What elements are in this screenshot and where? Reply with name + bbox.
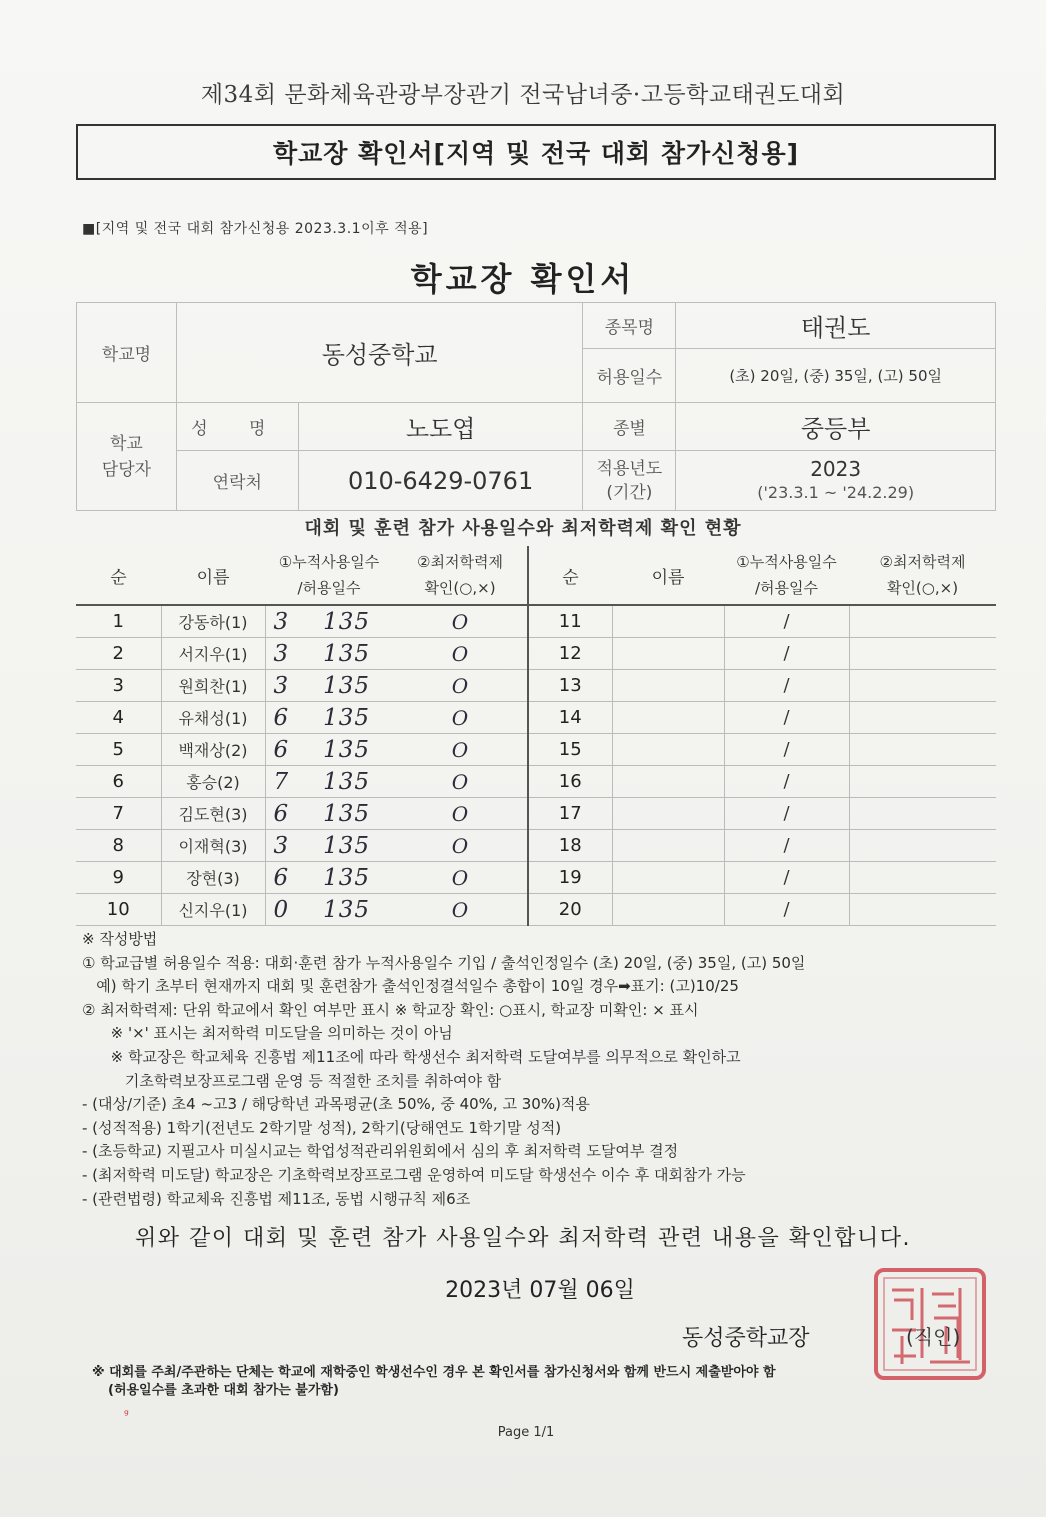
table-row — [76, 605, 996, 638]
row-name: 김도현(3) — [161, 798, 265, 830]
row-no-right: 19 — [528, 862, 612, 894]
row-days-right: / — [724, 734, 849, 766]
manager-name-label: 성 명 — [176, 403, 298, 451]
row-min-check-right — [849, 605, 996, 638]
row-days-right: / — [724, 798, 849, 830]
header-days-line1: ①누적사용일수 — [278, 553, 380, 571]
row-name: 신지우(1) — [161, 894, 265, 926]
used-days: 3 — [273, 608, 290, 635]
allowed-days: 135 — [323, 736, 371, 763]
row-name-right — [612, 862, 724, 894]
header-name-right: 이름 — [612, 546, 724, 605]
instruction-line: - (최저학력 미도달) 학교장은 기초학력보장프로그램 운영하여 미도달 학생선수 이수 후 대회참가 가능 — [82, 1165, 746, 1184]
roster-body — [76, 605, 996, 926]
row-no: 8 — [76, 830, 161, 862]
row-no-right: 11 — [528, 605, 612, 638]
table-row — [76, 670, 996, 702]
instruction-line: ② 최저학력제: 단위 학교에서 확인 여부만 표시 ※ 학교장 확인: ○표시, 학교장 미확인: × 표시 — [82, 1000, 699, 1019]
allowed-days-label: 허용일수 — [583, 349, 676, 403]
used-days: 6 — [273, 736, 290, 763]
header-min-right — [849, 546, 996, 605]
instruction-line: ※ 학교장은 학교체육 진흥법 제11조에 따라 학생선수 최저학력 도달여부를 의무적으로 확인하고 — [82, 1047, 741, 1066]
used-days: 3 — [273, 672, 290, 699]
header-min-line2: 확인(○,×) — [424, 579, 496, 597]
division-value: 중등부 — [676, 403, 996, 451]
instruction-line: ① 학교급별 허용일수 적용: 대회·훈련 참가 누적사용일수 기입 / 출석인정일수 (초) 20일, (중) 35일, (고) 50일 — [82, 953, 806, 972]
row-min-check-right — [849, 734, 996, 766]
row-no: 5 — [76, 734, 161, 766]
row-no: 6 — [76, 766, 161, 798]
row-name: 서지우(1) — [161, 638, 265, 670]
row-min-check: O — [393, 670, 528, 702]
school-name-value: 동성중학교 — [176, 303, 583, 403]
row-name-right — [612, 702, 724, 734]
header-days-right-line2: /허용일수 — [754, 579, 818, 597]
row-days — [265, 605, 393, 638]
header-days — [265, 546, 393, 605]
row-name-right — [612, 638, 724, 670]
row-days — [265, 830, 393, 862]
row-min-check: O — [393, 605, 528, 638]
footnote-line: (허용일수를 초과한 대회 참가는 불가함) — [108, 1383, 339, 1398]
instruction-line: ※ 작성방법 — [82, 930, 158, 948]
row-no: 3 — [76, 670, 161, 702]
row-min-check: O — [393, 702, 528, 734]
header-days-right-line1: ①누적사용일수 — [736, 553, 837, 571]
year-value: 2023 — [810, 456, 862, 481]
row-no: 4 — [76, 702, 161, 734]
used-days: 6 — [273, 800, 290, 827]
used-days: 7 — [273, 768, 290, 795]
row-days — [265, 670, 393, 702]
row-name: 백재상(2) — [161, 734, 265, 766]
allowed-days-value: (초) 20일, (중) 35일, (고) 50일 — [676, 349, 996, 403]
row-no-right: 20 — [528, 894, 612, 926]
sport-value: 태권도 — [676, 303, 996, 349]
division-label: 종별 — [583, 403, 676, 451]
school-name-label: 학교명 — [77, 303, 177, 403]
instruction-line: - (성적적용) 1학기(전년도 2학기말 성적), 2학기(당해연도 1학기말 성적) — [82, 1118, 562, 1137]
used-days: 0 — [273, 896, 290, 923]
allowed-days: 135 — [323, 864, 371, 891]
allowed-days: 135 — [323, 768, 371, 795]
row-no: 10 — [76, 894, 161, 926]
row-days — [265, 734, 393, 766]
row-name: 원희찬(1) — [161, 670, 265, 702]
signer-name: 동성중학교장 — [682, 1326, 810, 1351]
allowed-days: 135 — [323, 832, 371, 859]
row-min-check: O — [393, 734, 528, 766]
row-no: 9 — [76, 862, 161, 894]
row-days — [265, 798, 393, 830]
form-note: ■[지역 및 전국 대회 참가신청용 2023.3.1이후 적용] — [82, 221, 429, 237]
row-days-right: / — [724, 638, 849, 670]
allowed-days: 135 — [323, 800, 371, 827]
instruction-line: - (대상/기준) 초4 ~고3 / 해당학년 과목평균(초 50%, 중 40%, 고 30%)적용 — [82, 1095, 590, 1114]
header-min — [393, 546, 528, 605]
row-days — [265, 702, 393, 734]
allowed-days: 135 — [323, 704, 371, 731]
row-name-right — [612, 766, 724, 798]
period-label: (기간) — [606, 482, 653, 503]
row-min-check-right — [849, 862, 996, 894]
row-min-check: O — [393, 894, 528, 926]
seal-label: (직인) — [906, 1325, 961, 1349]
header-min-right-line1: ②최저학력제 — [879, 553, 966, 571]
instruction-line: 예) 학기 초부터 현재까지 대회 및 훈련참가 출석인정결석일수 총합이 10일 경우➡표기: (고)10/25 — [82, 977, 739, 996]
table-row — [76, 702, 996, 734]
row-days-right: / — [724, 862, 849, 894]
row-name-right — [612, 830, 724, 862]
instruction-line: ※ '×' 표시는 최저학력 미도달을 의미하는 것이 아님 — [82, 1024, 453, 1043]
table-row — [76, 638, 996, 670]
row-min-check-right — [849, 830, 996, 862]
row-name-right — [612, 734, 724, 766]
confirmation-statement: 위와 같이 대회 및 훈련 참가 사용일수와 최저학력 관련 내용을 확인합니다. — [135, 1226, 911, 1251]
red-pen-mark: ᵍ — [124, 1407, 129, 1421]
header-min-line1: ②최저학력제 — [417, 553, 503, 571]
page-number: Page 1/1 — [497, 1425, 555, 1440]
instruction-line: - (관련법령) 학교체육 진흥법 제11조, 동법 시행규칙 제6조 — [82, 1189, 471, 1208]
row-days — [265, 766, 393, 798]
document-title-box: 학교장 확인서[지역 및 전국 대회 참가신청용] — [76, 124, 996, 180]
contact-label: 연락처 — [176, 451, 298, 511]
row-min-check: O — [393, 766, 528, 798]
table-row — [76, 766, 996, 798]
used-days: 3 — [273, 640, 290, 667]
row-no-right: 12 — [528, 638, 612, 670]
footnote-line: ※ 대회를 주최/주관하는 단체는 학교에 재학중인 학생선수인 경우 본 확인서를 참가신청서와 함께 반드시 제출받아야 함 — [92, 1365, 776, 1380]
sport-label: 종목명 — [583, 303, 676, 349]
row-name-right — [612, 670, 724, 702]
header-min-right-line2: 확인(○,×) — [886, 579, 959, 597]
row-no-right: 18 — [528, 830, 612, 862]
table-row — [76, 862, 996, 894]
form-title: 학교장 확인서 — [410, 260, 636, 298]
row-name: 강동하(1) — [161, 605, 265, 638]
instruction-line: 기초학력보장프로그램 운영 등 적절한 조치를 취하여야 함 — [82, 1071, 502, 1090]
instructions — [82, 928, 982, 1211]
contact-value: 010-6429-0761 — [298, 451, 583, 511]
row-no-right: 13 — [528, 670, 612, 702]
row-days-right: / — [724, 830, 849, 862]
row-no: 1 — [76, 605, 161, 638]
row-days-right: / — [724, 894, 849, 926]
row-days-right: / — [724, 702, 849, 734]
row-days-right: / — [724, 605, 849, 638]
row-min-check-right — [849, 894, 996, 926]
table-row — [76, 798, 996, 830]
header-name: 이름 — [161, 546, 265, 605]
row-days-right: / — [724, 670, 849, 702]
row-days-right: / — [724, 766, 849, 798]
document-date: 2023년 07월 06일 — [445, 1278, 635, 1303]
header-no-right: 순 — [528, 546, 612, 605]
section-title: 대회 및 훈련 참가 사용일수와 최저학력제 확인 현황 — [304, 518, 742, 539]
roster-table — [76, 546, 996, 926]
school-manager-label: 학교 담당자 — [77, 403, 177, 511]
row-min-check-right — [849, 798, 996, 830]
row-min-check-right — [849, 702, 996, 734]
table-row — [76, 830, 996, 862]
row-days — [265, 862, 393, 894]
row-min-check-right — [849, 638, 996, 670]
row-min-check: O — [393, 830, 528, 862]
row-min-check: O — [393, 638, 528, 670]
row-days — [265, 894, 393, 926]
row-no-right: 17 — [528, 798, 612, 830]
table-row — [76, 894, 996, 926]
row-name: 유채성(1) — [161, 702, 265, 734]
used-days: 6 — [273, 704, 290, 731]
footnote — [92, 1364, 992, 1400]
year-label: 적용년도 — [596, 458, 663, 479]
allowed-days: 135 — [323, 672, 371, 699]
year-value-cell — [676, 451, 996, 511]
row-min-check: O — [393, 798, 528, 830]
row-name: 장현(3) — [161, 862, 265, 894]
row-name-right — [612, 605, 724, 638]
allowed-days: 135 — [323, 640, 371, 667]
manager-name-value: 노도엽 — [298, 403, 583, 451]
row-no: 2 — [76, 638, 161, 670]
allowed-days: 135 — [323, 896, 371, 923]
header-days-line2: /허용일수 — [297, 579, 361, 597]
row-no-right: 16 — [528, 766, 612, 798]
table-row — [76, 734, 996, 766]
row-name-right — [612, 798, 724, 830]
row-no-right: 15 — [528, 734, 612, 766]
used-days: 3 — [273, 832, 290, 859]
row-min-check-right — [849, 766, 996, 798]
instruction-line: - (초등학교) 지필고사 미실시교는 학업성적관리위원회에서 심의 후 최저학력 도달여부 결정 — [82, 1142, 679, 1161]
event-header: 제34회 문화체육관광부장관기 전국남녀중·고등학교태권도대회 — [200, 82, 846, 108]
header-no: 순 — [76, 546, 161, 605]
year-cell — [583, 451, 676, 511]
header-days-right — [724, 546, 849, 605]
period-value: ('23.3.1 ~ '24.2.29) — [757, 482, 915, 502]
row-min-check: O — [393, 862, 528, 894]
row-name: 홍승(2) — [161, 766, 265, 798]
row-name-right — [612, 894, 724, 926]
row-days — [265, 638, 393, 670]
row-no-right: 14 — [528, 702, 612, 734]
row-name: 이재혁(3) — [161, 830, 265, 862]
used-days: 6 — [273, 864, 290, 891]
row-no: 7 — [76, 798, 161, 830]
school-info-table — [76, 302, 996, 511]
row-min-check-right — [849, 670, 996, 702]
allowed-days: 135 — [323, 608, 371, 635]
